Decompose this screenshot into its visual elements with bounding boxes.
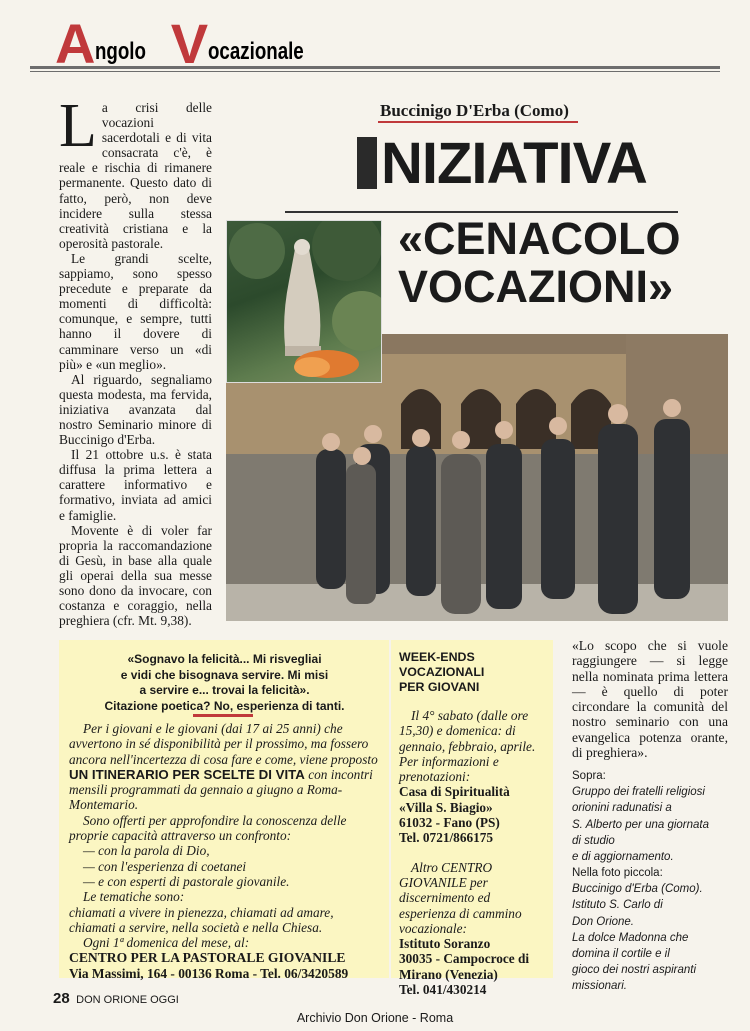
weekend-title-line-2: VOCAZIONALI (399, 665, 485, 679)
itinerary-body (69, 721, 382, 981)
page-footer (53, 990, 179, 1008)
paragraph-2: Le grandi scelte, sappiamo, sono spesso precedute e preparate da momenti di difficoltà: comunque, e sempre, tutti hanno il dovere di camminare verso un «di più» e «un meglio». (59, 250, 212, 372)
caption-small-photo (572, 865, 732, 995)
caption-1-line-3: S. Alberto per una giornata (572, 818, 710, 831)
quote-line-2: e vidi che bisognava servire. Mi misi (120, 667, 329, 682)
weekend-inst-4: Tel. 041/430214 (399, 982, 487, 998)
quote-divider (193, 714, 253, 717)
itinerary-intro: Per i giovani e le giovani (dai 17 ai 25 anni) che avvertono in sé disponibilità per il prossimo, ma fossero ancora nell'incertezza di cosa fare e come, viene proposto UN ITINERARIO PER SCELTE DI VITA con incontri mensili programmati da gennaio a giugno a Roma-Montemario. (69, 721, 378, 813)
caption-2-line-7: missionari. (572, 980, 627, 993)
weekend-inst-1: Istituto Soranzo (399, 936, 491, 952)
weekend-inst-2: 30035 - Campocroce di (399, 951, 530, 967)
section-title-cap-v: V (170, 12, 209, 75)
weekend-place-3: 61032 - Fano (PS) (399, 815, 500, 831)
drop-cap: L (59, 92, 97, 160)
quote-line-4: Citazione poetica? No, esperienza di tanti. (104, 698, 345, 713)
weekend-place-4: Tel. 0721/866175 (399, 830, 494, 846)
quote-line-1: «Sognavo la felicità... Mi risvegliai (127, 652, 322, 666)
themes-text: chiamati a vivere in pienezza, chiamati ad amare, chiamati a servire, nella società e nella Chiesa. (69, 904, 334, 935)
headline-line-3: VOCAZIONI» (398, 261, 674, 312)
weekend-inst-3: Mirano (Venezia) (399, 966, 498, 982)
paragraph-4: Il 21 ottobre u.s. è stata diffusa la prima lettera a carattere informativo e formativo, inviata ad amici e famiglie. (59, 447, 212, 523)
caption-2-line-4: La dolce Madonna che (572, 931, 689, 944)
caption-2-line-2: Istituto S. Carlo di (572, 899, 663, 912)
caption-2-line-3: Don Orione. (572, 915, 635, 928)
itinerary-dash-2: — con l'esperienza di coetanei (83, 858, 247, 874)
section-title-word2: ocazionale (208, 38, 304, 65)
itinerary-dash-3: — e con esperti di pastorale giovanile. (83, 873, 290, 889)
weekend-place-2: «Villa S. Biagio» (399, 799, 493, 815)
weekend-body (399, 708, 549, 997)
center-address: Via Massimi, 164 - 00136 Roma - Tel. 06/3420589 (69, 965, 349, 981)
itinerary-offered: Sono offerti per approfondire la conoscenza delle proprie capacità attraverso un confronto: (69, 812, 347, 844)
headline-line-2: «CENACOLO (398, 213, 681, 264)
poetic-quote (62, 652, 387, 714)
section-title (55, 12, 341, 75)
paragraph-5: Movente è di voler far propria la raccomandazione di Gesù, in base alla quale gli operai della sua messe sono dono da invocare, con costanza e coraggio, nella preghiera (cfr. Mt. 9,38). (59, 522, 212, 629)
weekend-other: Altro CENTRO GIOVANILE per discernimento ed esperienza di cammino vocazionale: (399, 859, 522, 936)
caption-group-photo (572, 768, 732, 865)
quote-line-3: a servire e... trovai la felicità». (139, 683, 310, 697)
archive-credit: Archivio Don Orione - Roma (296, 1011, 454, 1025)
headline-line-1: NIZIATIVA (357, 130, 647, 197)
weekend-when: Il 4° sabato (dalle ore 15,30) e domenica: di gennaio, febbraio, aprile. Per informazioni e prenotazioni: (399, 708, 536, 785)
article-body (59, 92, 212, 629)
caption-2-line-1: Buccinigo d'Erba (Como). (572, 883, 703, 896)
section-title-word1: ngolo (95, 38, 147, 65)
location-underline (378, 121, 578, 123)
themes-title: Le tematiche sono: (83, 889, 185, 905)
article-location: Buccinigo D'Erba (Como) (380, 101, 569, 120)
caption-1-line-4: di studio (572, 834, 615, 847)
monthly-sunday: Ogni 1ª domenica del mese, al: (83, 935, 250, 951)
magazine-name: DON ORIONE OGGI (76, 994, 179, 1006)
page-number: 28 (53, 990, 70, 1007)
center-name: CENTRO PER LA PASTORALE GIOVANILE (69, 950, 346, 966)
caption-1-label: Sopra: (572, 770, 606, 782)
weekend-title-line-1: WEEK-ENDS (399, 650, 475, 664)
caption-2-label: Nella foto piccola: (572, 867, 663, 879)
letter-quote: «Lo scopo che si vuole raggiungere — si legge nella nominata prima lettera — è quello di poter circondare la comunità del nostro seminario con una evangelica potenza orante, di preghiera». (572, 638, 728, 761)
madonna-statue-photo (226, 220, 382, 383)
madonna-statue-illustration (227, 221, 382, 383)
section-title-cap-a: A (55, 12, 96, 75)
caption-2-line-6: gioco dei nostri aspiranti (572, 964, 697, 977)
itinerary-dash-1: — con la parola di Dio, (83, 843, 210, 859)
headline-cap-i (357, 137, 377, 189)
paragraph-3: Al riguardo, segnaliamo questa modesta, ma fervida, iniziativa avanzata dal nostro Seminario minore di Buccinigo d'Erba. (59, 371, 212, 448)
weekend-title-line-3: PER GIOVANI (399, 680, 480, 694)
caption-1-line-5: e di aggiornamento. (572, 851, 674, 864)
weekend-place-1: Casa di Spiritualità (399, 784, 510, 800)
caption-1-line-1: Gruppo dei fratelli religiosi (572, 786, 705, 799)
weekend-title (399, 650, 484, 695)
paragraph-1: La crisi delle vocazioni sacerdotali e di vita consacrata c'è, è reale e rischia di rimanere permanente. Questo dato di fatto, però, non deve incidere sulla stessa creatività cristiana e la operosità pastorale. (59, 92, 212, 251)
caption-1-line-2: orionini radunatisi a (572, 802, 672, 815)
caption-2-line-5: domina il cortile e il (572, 948, 670, 961)
